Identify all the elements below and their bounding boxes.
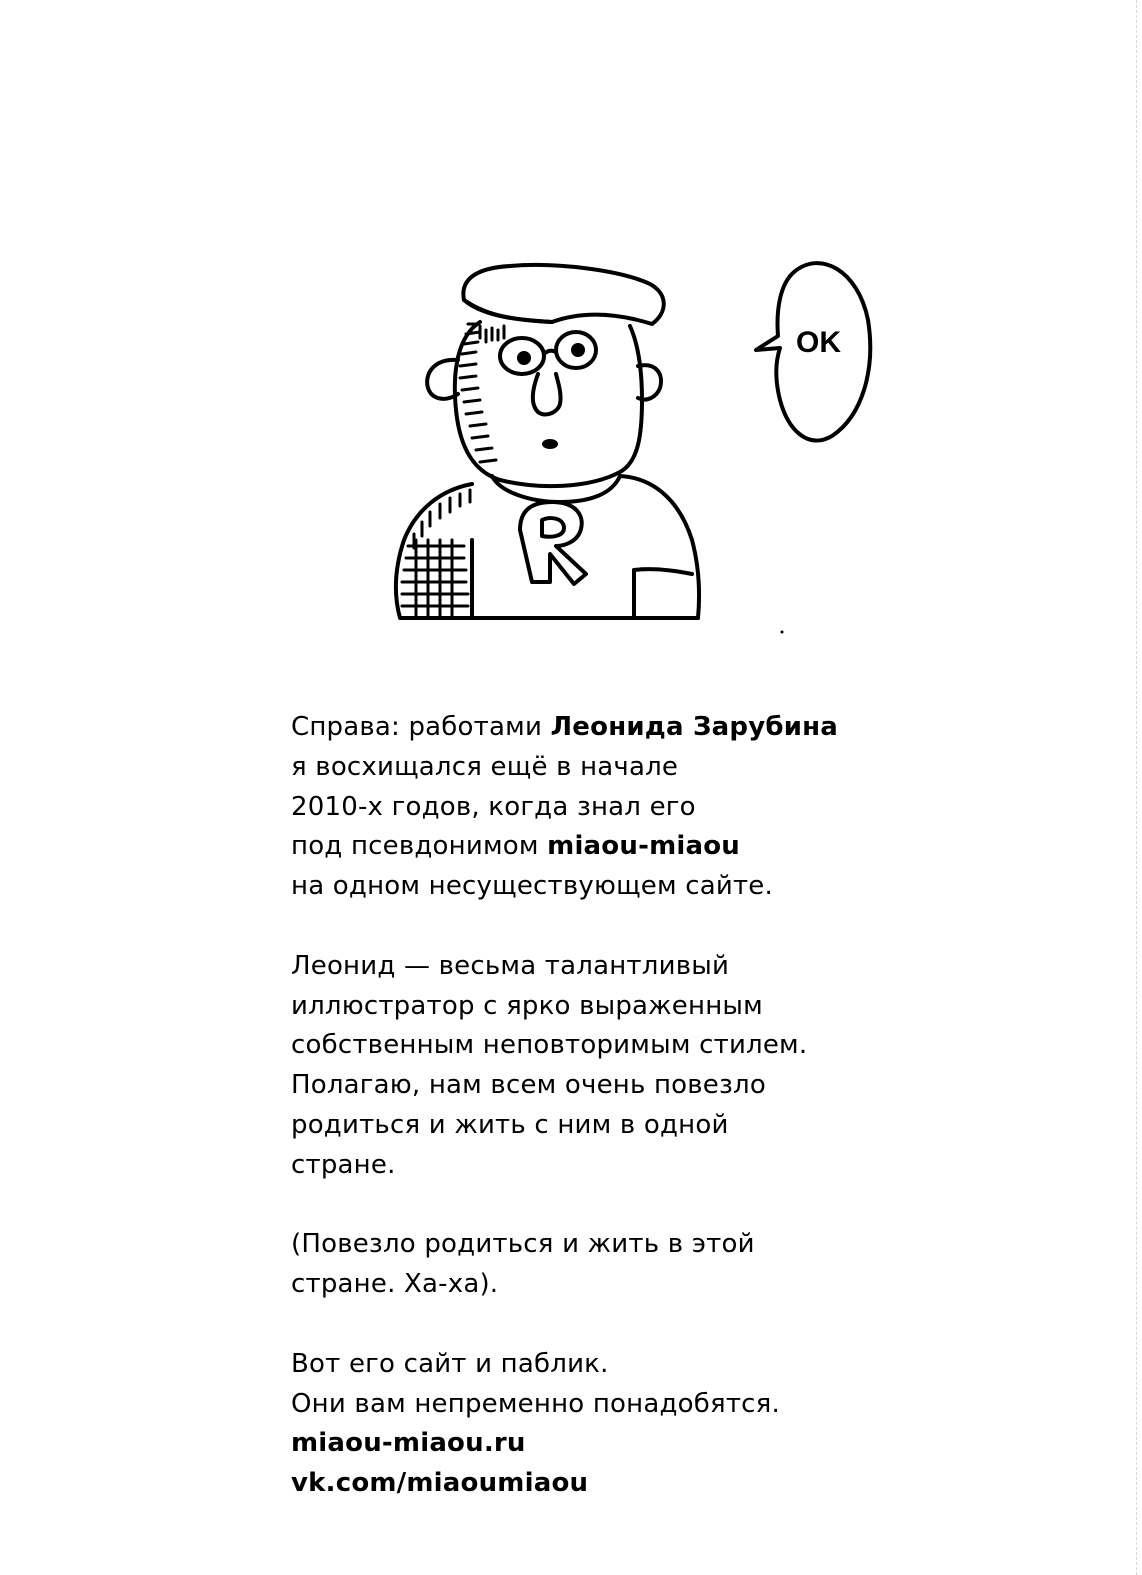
praise-line: Леонид — весьма талантливый xyxy=(291,950,730,981)
praise-line: иллюстратор с ярко выраженным xyxy=(291,990,763,1021)
aside-line: стране. Ха-ха). xyxy=(291,1269,499,1300)
site-link[interactable]: miaou-miaou.ru xyxy=(291,1428,526,1459)
praise-line: Полагаю, нам всем очень повезло xyxy=(291,1070,766,1101)
intro-line-3: 2010-х годов, когда знал его xyxy=(291,791,696,822)
links-line-1: Вот его сайт и паблик. xyxy=(291,1348,609,1379)
scan-edge-line xyxy=(1136,0,1137,1575)
paragraph-links xyxy=(291,1345,911,1504)
praise-line: собственным неповторимым стилем. xyxy=(291,1030,808,1061)
intro-line-2: я восхищался ещё в начале xyxy=(291,751,679,782)
shirt-letter-r xyxy=(520,502,586,584)
mouth xyxy=(544,441,556,447)
aside-line: (Повезло родиться и жить в этой xyxy=(291,1229,755,1260)
links-line-2: Они вам непременно понадобятся. xyxy=(291,1388,780,1419)
intro-line-4: под псевдонимом miaou-miaou xyxy=(291,831,740,862)
nose xyxy=(533,374,561,414)
cap-brim xyxy=(464,300,552,322)
speech-bubble-text: OK xyxy=(796,326,841,359)
paragraph-praise xyxy=(291,947,911,1186)
ink-speck xyxy=(781,631,784,634)
left-pupil xyxy=(519,353,529,363)
paragraph-intro xyxy=(291,708,911,907)
artist-name: Леонида Зарубина xyxy=(550,712,839,742)
right-shoulder xyxy=(620,476,699,618)
article-text xyxy=(291,708,911,1504)
intro-line-1: Справа: работами Леонида Зарубина xyxy=(291,712,839,742)
praise-line: родиться и жить с ним в одной xyxy=(291,1109,729,1140)
glasses-bridge xyxy=(544,351,556,354)
intro-line-5: на одном несуществующем сайте. xyxy=(291,871,773,902)
pseudonym: miaou-miaou xyxy=(547,831,740,862)
praise-line: стране. xyxy=(291,1149,396,1180)
ink-drawing-man-in-cap xyxy=(380,240,900,640)
paragraph-aside xyxy=(291,1225,911,1305)
right-pupil xyxy=(573,345,583,355)
right-sleeve-cuff xyxy=(634,569,692,574)
vk-link[interactable]: vk.com/miaoumiaou xyxy=(291,1468,589,1499)
